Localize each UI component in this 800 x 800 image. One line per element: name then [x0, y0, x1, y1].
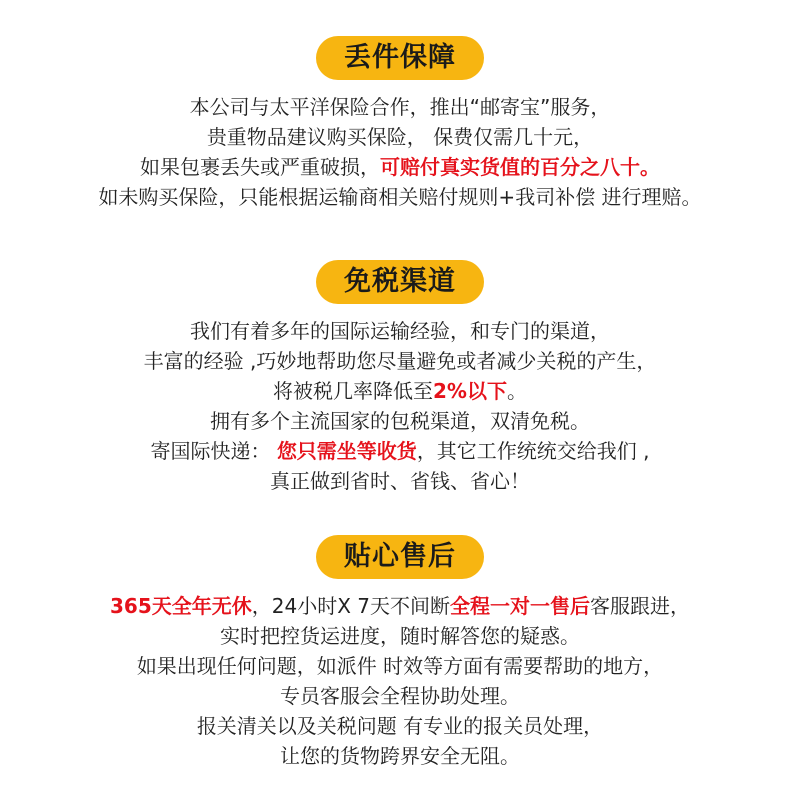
section-title-pill: 免税渠道 [316, 260, 484, 304]
highlight-text: 2%以下 [433, 379, 507, 403]
section-after-sales [0, 535, 800, 771]
body-line [0, 741, 800, 771]
body-line [0, 436, 800, 466]
body-line [0, 651, 800, 681]
section-body [0, 316, 800, 496]
body-line [0, 466, 800, 496]
body-line [0, 621, 800, 651]
section-title-pill: 贴心售后 [316, 535, 484, 579]
text-span: 真正做到省时、省钱、省心！ [270, 469, 530, 493]
body-line [0, 152, 800, 182]
text-span: 让您的货物跨界安全无阻。 [280, 744, 520, 768]
text-span: 专员客服会全程协助处理。 [280, 684, 520, 708]
section-body [0, 92, 800, 212]
body-line [0, 376, 800, 406]
body-line [0, 92, 800, 122]
text-span: 我们有着多年的国际运输经验，和专门的渠道， [190, 319, 610, 343]
body-line [0, 122, 800, 152]
text-span: 报关清关以及关税问题 有专业的报关员处理， [196, 714, 604, 738]
body-line [0, 591, 800, 621]
text-span: ，24小时X 7天不间断 [251, 594, 450, 618]
body-line [0, 182, 800, 212]
text-span: 如未购买保险，只能根据运输商相关赔付规则+我司补偿 进行理赔。 [98, 185, 702, 209]
body-line [0, 711, 800, 741]
text-span: 贵重物品建议购买保险， 保费仅需几十元， [206, 125, 594, 149]
section-tax-free [0, 260, 800, 496]
text-span: 拥有多个主流国家的包税渠道，双清免税。 [210, 409, 590, 433]
body-line [0, 316, 800, 346]
text-span: 丰富的经验 ,巧妙地帮助您尽量避免或者减少关税的产生， [143, 349, 657, 373]
body-line [0, 681, 800, 711]
text-span: 将被税几率降低至 [273, 379, 434, 403]
body-line [0, 406, 800, 436]
text-span: 本公司与太平洋保险合作，推出“邮寄宝”服务， [189, 95, 611, 119]
section-body [0, 591, 800, 771]
text-span: 。 [506, 379, 527, 403]
highlight-text: 您只需坐等收货 [276, 439, 417, 463]
section-title-pill: 丢件保障 [316, 36, 484, 80]
text-span: 如果出现任何问题，如派件 时效等方面有需要帮助的地方， [136, 654, 664, 678]
text-span: 实时把控货运进度，随时解答您的疑惑。 [220, 624, 580, 648]
text-span: 寄国际快递： [150, 439, 277, 463]
body-line [0, 346, 800, 376]
highlight-text: 可赔付真实货值的百分之八十。 [380, 155, 660, 179]
text-span: 客服跟进， [589, 594, 690, 618]
highlight-text: 全程一对一售后 [449, 594, 590, 618]
text-span: 如果包裹丢失或严重破损， [140, 155, 380, 179]
highlight-text: 365天全年无休 [110, 594, 252, 618]
section-lost-parcel [0, 36, 800, 212]
text-span: ，其它工作统统交给我们 , [416, 439, 650, 463]
